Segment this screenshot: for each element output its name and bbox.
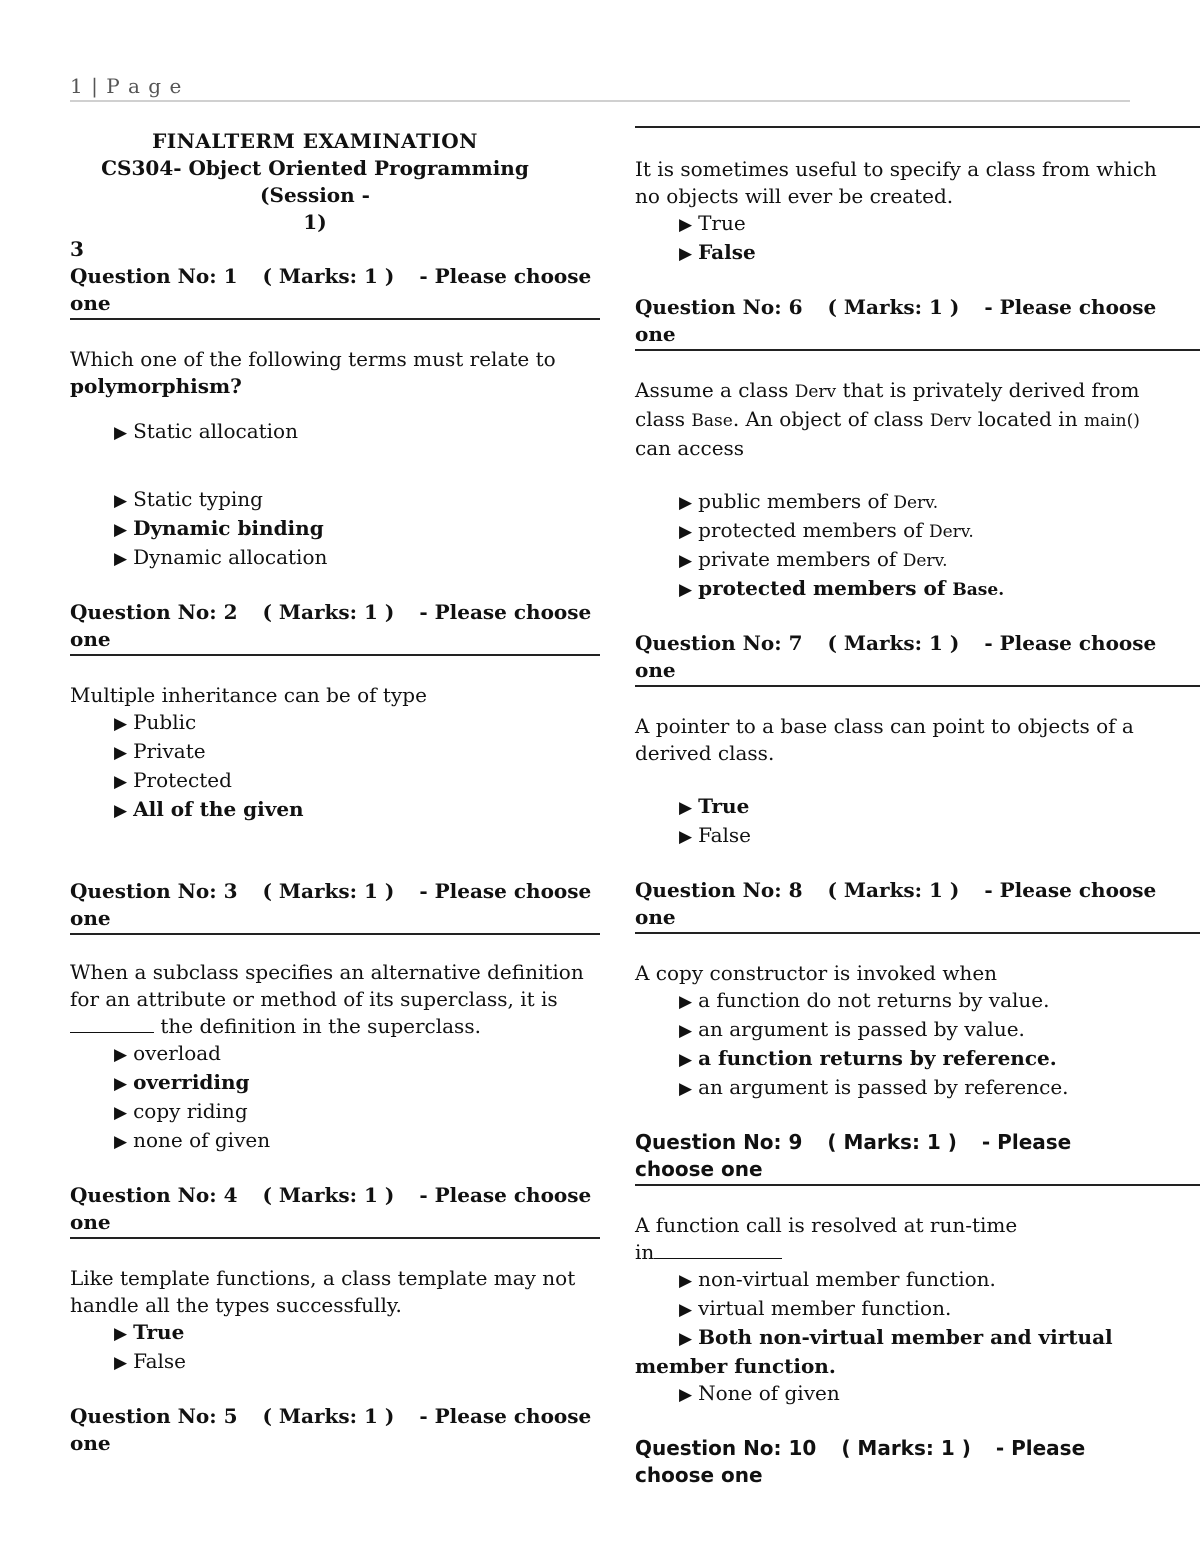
code-term: Base bbox=[691, 411, 733, 431]
question-number: Question No: 4 bbox=[70, 1183, 238, 1207]
question-3-text bbox=[70, 959, 600, 1040]
option-label: False bbox=[133, 1349, 187, 1373]
question-4-options bbox=[70, 1319, 600, 1377]
question-instruction-cont: one bbox=[635, 905, 676, 929]
code-term: Derv. bbox=[928, 522, 974, 542]
left-column bbox=[70, 128, 600, 1458]
arrow-icon: ▶ bbox=[114, 520, 128, 540]
code-term: main() bbox=[1083, 411, 1140, 431]
question-marks: ( Marks: 1 ) bbox=[262, 600, 395, 624]
option-label: None of given bbox=[698, 1381, 840, 1405]
question-9-options bbox=[635, 1266, 1200, 1409]
question-text-line: A function call is resolved at run-time bbox=[635, 1213, 1018, 1237]
question-1-text bbox=[70, 346, 600, 400]
question-instruction: - Please bbox=[995, 1436, 1086, 1460]
option[interactable] bbox=[679, 1074, 1200, 1103]
question-6-text bbox=[635, 377, 1200, 462]
question-6-header bbox=[635, 294, 1200, 351]
option-correct[interactable] bbox=[679, 575, 1200, 604]
question-instruction: - Please choose bbox=[419, 264, 592, 288]
question-text-line: no objects will ever be created. bbox=[635, 184, 954, 208]
option-label: Protected bbox=[133, 768, 232, 792]
question-text-bold: polymorphism? bbox=[70, 374, 242, 398]
arrow-icon: ▶ bbox=[114, 1103, 128, 1123]
option[interactable] bbox=[114, 1098, 600, 1127]
option[interactable] bbox=[635, 1295, 1200, 1324]
question-instruction-cont: one bbox=[70, 1431, 111, 1455]
question-marks: ( Marks: 1 ) bbox=[827, 631, 960, 655]
question-1-options bbox=[70, 418, 600, 573]
option-label: a function returns by reference. bbox=[698, 1046, 1057, 1070]
option-label: Public bbox=[133, 710, 197, 734]
question-text-part: Assume a class bbox=[635, 378, 795, 402]
page-separator: | bbox=[91, 74, 99, 98]
arrow-icon: ▶ bbox=[679, 493, 693, 513]
option-label: False bbox=[698, 823, 752, 847]
question-8-header bbox=[635, 877, 1200, 934]
option[interactable] bbox=[679, 546, 1200, 575]
question-7-options bbox=[635, 793, 1200, 851]
option-label: True bbox=[133, 1320, 185, 1344]
page-header bbox=[70, 74, 1130, 102]
question-instruction-cont: one bbox=[70, 291, 111, 315]
question-5-header bbox=[70, 1403, 600, 1458]
option-label: Dynamic allocation bbox=[133, 545, 328, 569]
question-text-line: When a subclass specifies an alternative definition bbox=[70, 960, 584, 984]
question-1-header bbox=[70, 263, 600, 320]
arrow-icon: ▶ bbox=[114, 423, 128, 443]
code-term: Derv. bbox=[893, 493, 939, 513]
answer-blank bbox=[654, 1240, 782, 1259]
question-text-part: located in bbox=[971, 407, 1084, 431]
option-label: copy riding bbox=[133, 1099, 248, 1123]
option[interactable] bbox=[679, 517, 1200, 546]
question-5-text bbox=[635, 156, 1200, 210]
option-label: True bbox=[698, 794, 750, 818]
question-instruction: - Please bbox=[981, 1130, 1072, 1154]
option[interactable] bbox=[679, 1016, 1200, 1045]
option-label: private members of bbox=[698, 547, 903, 571]
page-label: P a g e bbox=[106, 74, 183, 98]
question-instruction: - Please choose bbox=[984, 878, 1157, 902]
question-text-part: can access bbox=[635, 436, 745, 460]
arrow-icon: ▶ bbox=[114, 772, 128, 792]
exam-title-line3: 1) bbox=[303, 210, 327, 234]
question-marks: ( Marks: 1 ) bbox=[262, 264, 395, 288]
question-instruction-cont: one bbox=[635, 658, 676, 682]
arrow-icon: ▶ bbox=[679, 1079, 693, 1099]
question-4-text bbox=[70, 1265, 600, 1319]
question-number: Question No: 9 bbox=[635, 1130, 803, 1154]
page-number: 1 bbox=[70, 74, 84, 98]
option-correct[interactable] bbox=[114, 515, 600, 544]
question-number: Question No: 1 bbox=[70, 264, 238, 288]
question-10-header bbox=[635, 1435, 1200, 1490]
arrow-icon: ▶ bbox=[679, 1021, 693, 1041]
arrow-icon: ▶ bbox=[679, 1300, 693, 1320]
question-marks: ( Marks: 1 ) bbox=[827, 295, 960, 319]
code-term: Derv. bbox=[902, 551, 948, 571]
question-instruction: - Please choose bbox=[419, 879, 592, 903]
exam-title-number: 3 bbox=[70, 237, 84, 261]
right-column bbox=[635, 126, 1200, 1490]
option[interactable] bbox=[114, 738, 600, 767]
arrow-icon: ▶ bbox=[679, 827, 693, 847]
option-correct[interactable] bbox=[635, 1324, 1200, 1380]
question-text-part: class bbox=[635, 407, 692, 431]
option-label: none of given bbox=[133, 1128, 271, 1152]
option-label-cont: member function. bbox=[635, 1354, 836, 1378]
question-text-line: It is sometimes useful to specify a class from which bbox=[635, 157, 1157, 181]
option-label: Both non-virtual member and virtual bbox=[698, 1325, 1113, 1349]
question-instruction: - Please choose bbox=[419, 600, 592, 624]
option-correct[interactable] bbox=[679, 1045, 1200, 1074]
arrow-icon: ▶ bbox=[679, 1271, 693, 1291]
arrow-icon: ▶ bbox=[114, 491, 128, 511]
question-marks: ( Marks: 1 ) bbox=[841, 1436, 971, 1460]
question-text-line: handle all the types successfully. bbox=[70, 1293, 402, 1317]
option-label: a function do not returns by value. bbox=[698, 988, 1050, 1012]
question-text-line: derived class. bbox=[635, 741, 775, 765]
option-label: True bbox=[698, 211, 746, 235]
arrow-icon: ▶ bbox=[114, 1324, 128, 1344]
question-4-header bbox=[70, 1182, 600, 1239]
arrow-icon: ▶ bbox=[679, 580, 693, 600]
option-correct[interactable] bbox=[114, 796, 600, 825]
arrow-icon: ▶ bbox=[679, 522, 693, 542]
option[interactable] bbox=[635, 1380, 1200, 1409]
question-2-text: Multiple inheritance can be of type bbox=[70, 683, 427, 707]
option[interactable] bbox=[114, 1348, 600, 1377]
option-label: All of the given bbox=[133, 797, 304, 821]
option-label: an argument is passed by value. bbox=[698, 1017, 1025, 1041]
option[interactable] bbox=[114, 1127, 600, 1156]
question-2-options bbox=[70, 709, 600, 825]
arrow-icon: ▶ bbox=[679, 1329, 693, 1349]
question-number: Question No: 10 bbox=[635, 1436, 817, 1460]
question-text-line: in bbox=[635, 1240, 655, 1264]
option-label: overload bbox=[133, 1041, 221, 1065]
arrow-icon: ▶ bbox=[114, 1353, 128, 1373]
option-label: public members of bbox=[698, 489, 894, 513]
question-text-line: Like template functions, a class template may not bbox=[70, 1266, 576, 1290]
question-text-line: for an attribute or method of its superclass, it is bbox=[70, 987, 558, 1011]
question-8-text: A copy constructor is invoked when bbox=[635, 961, 998, 985]
question-marks: ( Marks: 1 ) bbox=[827, 1130, 957, 1154]
exam-title-line2: CS304- Object Oriented Programming (Session - bbox=[101, 156, 529, 207]
question-marks: ( Marks: 1 ) bbox=[262, 1183, 395, 1207]
question-instruction-cont: one bbox=[635, 322, 676, 346]
question-marks: ( Marks: 1 ) bbox=[262, 1404, 395, 1428]
arrow-icon: ▶ bbox=[114, 1045, 128, 1065]
option[interactable] bbox=[679, 488, 1200, 517]
code-term: Derv bbox=[929, 411, 972, 431]
question-9-header bbox=[635, 1129, 1200, 1186]
option[interactable] bbox=[679, 987, 1200, 1016]
arrow-icon: ▶ bbox=[679, 1385, 693, 1405]
question-8-options bbox=[635, 987, 1200, 1103]
question-instruction-cont: choose one bbox=[635, 1463, 763, 1487]
question-5-divider bbox=[635, 126, 1200, 128]
question-instruction: - Please choose bbox=[419, 1404, 592, 1428]
option-label: an argument is passed by reference. bbox=[698, 1075, 1069, 1099]
question-text-line: the definition in the superclass. bbox=[154, 1014, 481, 1038]
question-3-options bbox=[70, 1040, 600, 1156]
question-number: Question No: 3 bbox=[70, 879, 238, 903]
arrow-icon: ▶ bbox=[114, 1074, 128, 1094]
option-correct[interactable] bbox=[114, 1069, 600, 1098]
answer-blank bbox=[70, 1014, 154, 1033]
question-5-options bbox=[635, 210, 1200, 268]
option-label: virtual member function. bbox=[698, 1296, 952, 1320]
question-instruction: - Please choose bbox=[419, 1183, 592, 1207]
option-correct[interactable] bbox=[679, 239, 1200, 268]
question-instruction-cont: choose one bbox=[635, 1157, 763, 1181]
arrow-icon: ▶ bbox=[114, 549, 128, 569]
question-marks: ( Marks: 1 ) bbox=[262, 879, 395, 903]
question-7-header bbox=[635, 630, 1200, 687]
question-7-text bbox=[635, 713, 1200, 767]
option-label: protected members of bbox=[698, 576, 953, 600]
option-label: non-virtual member function. bbox=[698, 1267, 996, 1291]
exam-title bbox=[70, 128, 560, 236]
question-instruction: - Please choose bbox=[984, 631, 1157, 655]
question-number: Question No: 2 bbox=[70, 600, 238, 624]
option-label: Static typing bbox=[133, 487, 263, 511]
option-label: Dynamic binding bbox=[133, 516, 324, 540]
option[interactable] bbox=[114, 767, 600, 796]
option[interactable] bbox=[679, 210, 1200, 239]
question-instruction-cont: one bbox=[70, 906, 111, 930]
option-correct[interactable] bbox=[114, 1319, 600, 1348]
question-6-options bbox=[635, 488, 1200, 604]
arrow-icon: ▶ bbox=[114, 743, 128, 763]
question-instruction: - Please choose bbox=[984, 295, 1157, 319]
option-label: False bbox=[698, 240, 756, 264]
option[interactable] bbox=[114, 418, 600, 447]
option[interactable] bbox=[114, 544, 600, 573]
option[interactable] bbox=[679, 822, 1200, 851]
arrow-icon: ▶ bbox=[679, 215, 693, 235]
arrow-icon: ▶ bbox=[114, 714, 128, 734]
option[interactable] bbox=[114, 1040, 600, 1069]
question-instruction-cont: one bbox=[70, 627, 111, 651]
arrow-icon: ▶ bbox=[679, 244, 693, 264]
option-label: Static allocation bbox=[133, 419, 298, 443]
question-text: Which one of the following terms must relate to bbox=[70, 347, 556, 371]
question-number: Question No: 5 bbox=[70, 1404, 238, 1428]
question-number: Question No: 7 bbox=[635, 631, 803, 655]
question-text-part: . An object of class bbox=[732, 407, 930, 431]
option[interactable] bbox=[635, 1266, 1200, 1295]
question-number: Question No: 8 bbox=[635, 878, 803, 902]
option-label: overriding bbox=[133, 1070, 250, 1094]
arrow-icon: ▶ bbox=[679, 992, 693, 1012]
option-label: Private bbox=[133, 739, 206, 763]
option-label: protected members of bbox=[698, 518, 929, 542]
option[interactable] bbox=[114, 486, 600, 515]
code-term: Base. bbox=[952, 580, 1005, 600]
question-number: Question No: 6 bbox=[635, 295, 803, 319]
question-2-header bbox=[70, 599, 600, 656]
arrow-icon: ▶ bbox=[679, 798, 693, 818]
question-text-part: that is privately derived from bbox=[836, 378, 1140, 402]
arrow-icon: ▶ bbox=[114, 801, 128, 821]
question-marks: ( Marks: 1 ) bbox=[827, 878, 960, 902]
question-3-header bbox=[70, 878, 600, 935]
question-9-text bbox=[635, 1212, 1200, 1266]
arrow-icon: ▶ bbox=[114, 1132, 128, 1152]
code-term: Derv bbox=[794, 382, 837, 402]
exam-title-line1: FINALTERM EXAMINATION bbox=[152, 129, 478, 153]
option-correct[interactable] bbox=[679, 793, 1200, 822]
question-text-line: A pointer to a base class can point to objects of a bbox=[635, 714, 1134, 738]
question-instruction-cont: one bbox=[70, 1210, 111, 1234]
arrow-icon: ▶ bbox=[679, 1050, 693, 1070]
option[interactable] bbox=[114, 709, 600, 738]
arrow-icon: ▶ bbox=[679, 551, 693, 571]
